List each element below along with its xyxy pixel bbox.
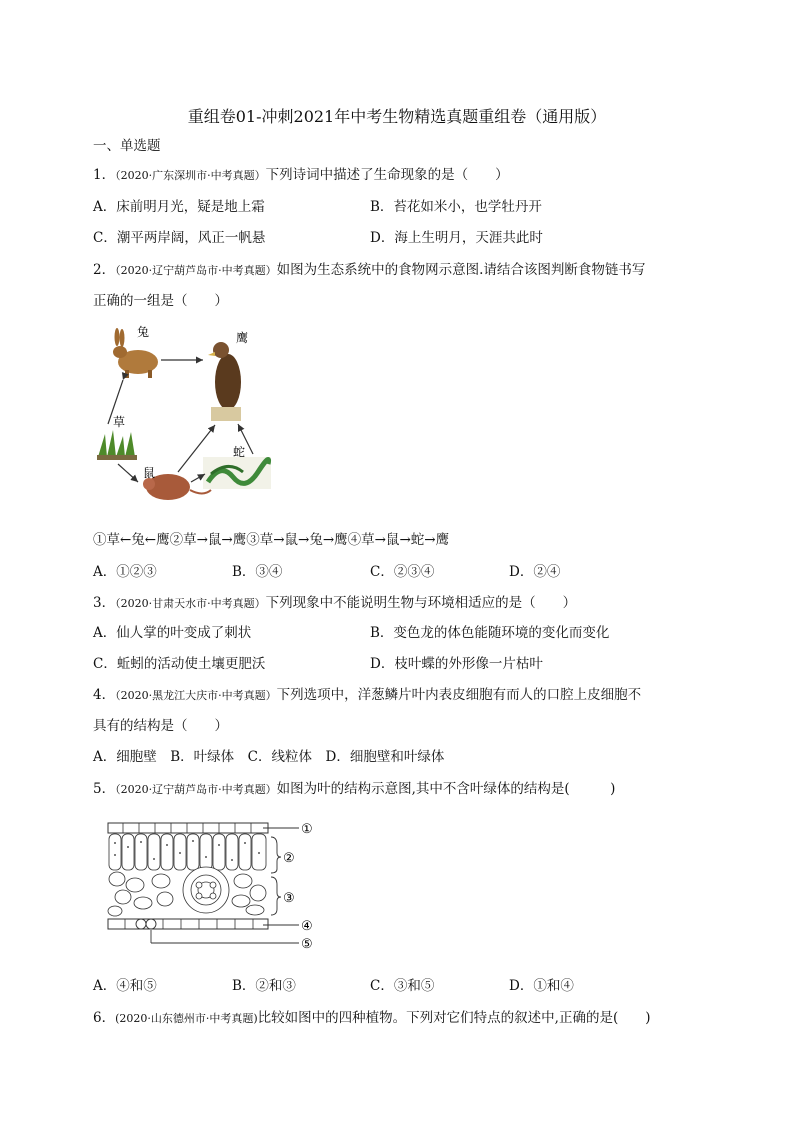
eagle-image <box>208 342 241 421</box>
question-source: (2020·山东德州市·中考真题) <box>115 1012 258 1025</box>
arrow-mouse-snake <box>191 474 205 482</box>
eagle-label: 鹰 <box>236 331 249 345</box>
upper-epidermis <box>108 823 268 833</box>
question-4-options: A．细胞壁 B．叶绿体 C．线粒体 D．细胞壁和叶绿体 <box>93 749 445 765</box>
question-number: 2． <box>93 262 116 278</box>
snake-image <box>203 457 271 489</box>
question-text: 如图为叶的结构示意图,其中不含叶绿体的结构是( ) <box>276 781 616 797</box>
arrow-grass-mouse <box>118 464 138 482</box>
label-1: ① <box>301 822 313 837</box>
grass-image <box>97 430 137 460</box>
question-number: 1． <box>93 167 116 183</box>
question-2 <box>93 258 645 278</box>
option-d: D．②④ <box>509 564 561 580</box>
option-a: A．①②③ <box>93 564 157 580</box>
leaf-vein <box>183 867 229 913</box>
option-b: B．③④ <box>232 564 283 580</box>
food-web-figure <box>93 322 283 512</box>
question-text: 下列诗词中描述了生命现象的是（ ） <box>265 167 509 183</box>
question-number: 3． <box>93 595 116 611</box>
option-c: C．蚯蚓的活动使土壤更肥沃 <box>93 656 266 672</box>
mouse-label: 鼠 <box>143 466 156 480</box>
question-4 <box>93 683 641 703</box>
option-c: C．③和⑤ <box>370 978 435 994</box>
rabbit-image <box>113 328 158 378</box>
option-b: B．变色龙的体色能随环境的变化而变化 <box>370 625 610 641</box>
question-text: 比较如图中的四种植物。下列对它们特点的叙述中,正确的是( ) <box>257 1010 651 1026</box>
option-c: C．②③④ <box>370 564 435 580</box>
question-text: 下列现象中不能说明生物与环境相适应的是（ ） <box>265 595 577 611</box>
label-4: ④ <box>301 919 313 934</box>
question-source: （2020·黑龙江大庆市·中考真题） <box>115 689 277 702</box>
option-b: B．②和③ <box>232 978 296 994</box>
food-chain-list: ①草←兔←鹰②草→鼠→鹰③草→鼠→兔→鹰④草→鼠→蛇→鹰 <box>93 532 450 548</box>
question-4-continued: 具有的结构是（ ） <box>93 718 228 734</box>
question-6 <box>93 1006 651 1026</box>
section-heading: 一、单选题 <box>93 138 161 154</box>
question-number: 4． <box>93 687 116 703</box>
question-text: 下列选项中，洋葱鳞片叶内表皮细胞有而人的口腔上皮细胞不 <box>276 687 642 703</box>
grass-label: 草 <box>113 415 126 429</box>
option-a: A．床前明月光，疑是地上霜 <box>93 199 265 215</box>
option-d: D．枝叶蝶的外形像一片枯叶 <box>370 656 543 672</box>
question-source: （2020·辽宁葫芦岛市·中考真题） <box>115 264 277 277</box>
snake-label: 蛇 <box>233 445 246 459</box>
question-text: 如图为生态系统中的食物网示意图.请结合该图判断食物链书写 <box>276 262 646 278</box>
label-2: ② <box>283 851 295 866</box>
question-3 <box>93 591 576 611</box>
leaf-structure-figure <box>103 815 328 960</box>
question-number: 6． <box>93 1010 116 1026</box>
option-c: C．潮平两岸阔，风正一帆悬 <box>93 230 266 246</box>
question-1 <box>93 163 509 183</box>
label-5: ⑤ <box>301 937 313 952</box>
question-source: （2020·辽宁葫芦岛市·中考真题） <box>115 783 277 796</box>
question-number: 5． <box>93 781 116 797</box>
question-source: （2020·甘肃天水市·中考真题） <box>115 597 266 610</box>
label-3: ③ <box>283 891 295 906</box>
rabbit-label: 兔 <box>137 325 150 339</box>
page-title: 重组卷01-冲刺2021年中考生物精选真题重组卷（通用版） <box>187 107 607 126</box>
palisade-tissue <box>109 834 266 870</box>
question-5 <box>93 777 615 797</box>
option-b: B．苔花如米小，也学牡丹开 <box>370 199 542 215</box>
option-d: D．①和④ <box>509 978 574 994</box>
option-a: A．仙人掌的叶变成了刺状 <box>93 625 252 641</box>
question-2-continued: 正确的一组是（ ） <box>93 293 228 309</box>
lower-epidermis <box>108 919 268 929</box>
question-source: （2020·广东深圳市·中考真题） <box>115 169 266 182</box>
option-a: A．④和⑤ <box>93 978 157 994</box>
option-d: D．海上生明月，天涯共此时 <box>370 230 543 246</box>
